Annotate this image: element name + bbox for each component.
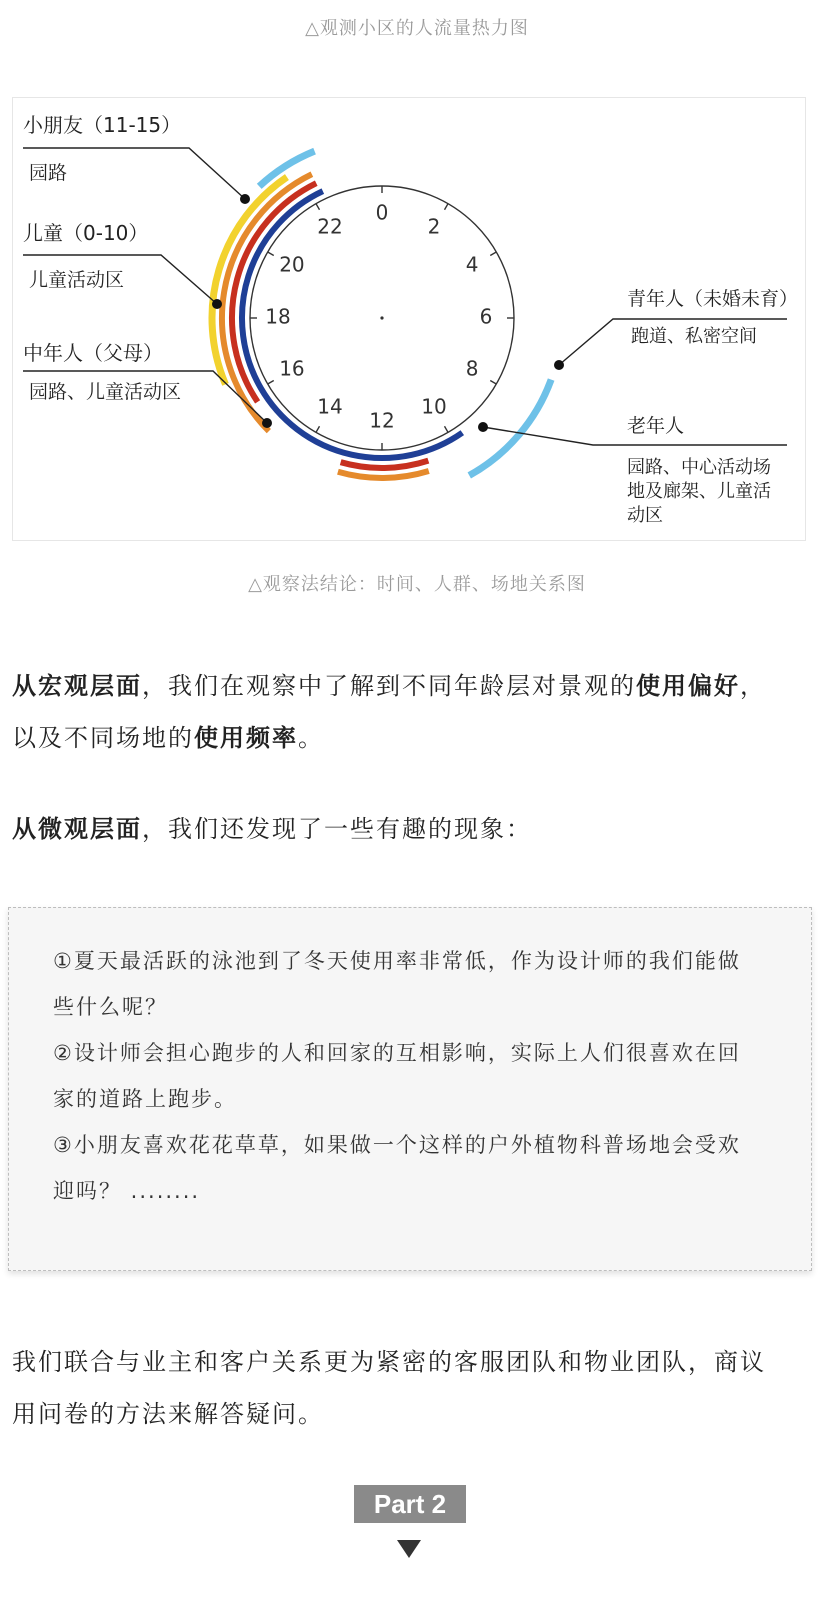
question-2-line1: ②设计师会担心跑步的人和回家的互相影响，实际上人们很喜欢在回 <box>53 1041 741 1065</box>
macro-text-4: 。 <box>298 724 324 752</box>
callout-parents-dot <box>262 418 272 428</box>
clock-number-2: 2 <box>427 214 441 239</box>
micro-text: ，我们还发现了一些有趣的现象： <box>142 815 532 843</box>
part-2-badge: Part 2 <box>354 1485 466 1523</box>
group-kids-title: 小朋友（11-15） <box>23 113 182 137</box>
questions-box <box>8 907 812 1271</box>
micro-heading: 从微观层面 <box>12 815 142 843</box>
macro-text-2: ， <box>740 672 766 700</box>
group-kids-place: 园路 <box>29 162 68 184</box>
group-children-label <box>23 221 148 291</box>
group-children-title: 儿童（0-10） <box>23 221 149 245</box>
group-parents-label <box>23 341 181 403</box>
question-3-line2: 迎吗？ ........ <box>53 1179 201 1203</box>
macro-highlight-preference: 使用偏好 <box>636 672 740 700</box>
time-crowd-site-diagram <box>12 97 806 541</box>
down-arrow-icon <box>397 1540 421 1558</box>
clock-center-dot <box>380 316 383 319</box>
question-1 <box>53 938 783 1030</box>
arc-red-bottom <box>341 461 429 468</box>
question-1-line1: ①夏天最活跃的泳池到了冬天使用率非常低，作为设计师的我们能做 <box>53 949 741 973</box>
clock-number-12: 12 <box>369 408 395 433</box>
clock-number-20: 20 <box>279 252 305 277</box>
question-3 <box>53 1122 783 1214</box>
group-parents-title: 中年人（父母） <box>23 341 163 365</box>
heatmap-caption: △观测小区的人流量热力图 <box>305 18 529 39</box>
clock-diagram-svg <box>13 98 807 542</box>
group-elderly-place-line2: 地及廊架、儿童活 <box>627 481 771 502</box>
clock-number-16: 16 <box>279 356 305 381</box>
group-youth-place: 跑道、私密空间 <box>631 326 757 347</box>
group-elderly-title: 老年人 <box>627 415 685 437</box>
group-children-place: 儿童活动区 <box>29 269 125 291</box>
clock-number-22: 22 <box>317 214 343 239</box>
callout-youth-dot <box>554 360 564 370</box>
group-parents-place: 园路、儿童活动区 <box>29 381 182 403</box>
group-youth-title: 青年人（未婚未育） <box>627 288 799 310</box>
micro-paragraph <box>12 803 812 855</box>
clock-number-0: 0 <box>375 200 389 225</box>
arc-orange-bottom <box>338 471 429 478</box>
group-elderly-place-line1: 园路、中心活动场 <box>627 457 771 478</box>
macro-text-3: 以及不同场地的 <box>12 724 194 752</box>
clock-number-4: 4 <box>465 252 479 277</box>
group-youth-label <box>627 288 798 347</box>
question-2-line2: 家的道路上跑步。 <box>53 1087 237 1111</box>
group-elderly-place-line3: 动区 <box>627 505 663 526</box>
closing-paragraph <box>12 1336 812 1440</box>
callout-children-dot <box>212 299 222 309</box>
clock-number-10: 10 <box>421 394 447 419</box>
macro-highlight-frequency: 使用频率 <box>194 724 298 752</box>
question-2 <box>53 1030 783 1122</box>
question-3-line1: ③小朋友喜欢花花草草，如果做一个这样的户外植物科普场地会受欢 <box>53 1133 741 1157</box>
closing-line1: 我们联合与业主和客户关系更为紧密的客服团队和物业团队，商议 <box>12 1348 766 1376</box>
macro-paragraph <box>12 660 812 764</box>
callout-kids-dot <box>240 194 250 204</box>
macro-text-1: ，我们在观察中了解到不同年龄层对景观的 <box>142 672 636 700</box>
closing-line2: 用问卷的方法来解答疑问。 <box>12 1400 324 1428</box>
macro-heading: 从宏观层面 <box>12 672 142 700</box>
callout-elderly-dot <box>478 422 488 432</box>
question-1-line2: 些什么呢？ <box>53 995 168 1019</box>
clock-number-8: 8 <box>465 356 479 381</box>
group-elderly-label <box>627 415 771 526</box>
clock-number-6: 6 <box>479 304 493 329</box>
clock-number-14: 14 <box>317 394 343 419</box>
clock-number-18: 18 <box>265 304 291 329</box>
diagram-caption: △观察法结论：时间、人群、场地关系图 <box>248 574 586 595</box>
